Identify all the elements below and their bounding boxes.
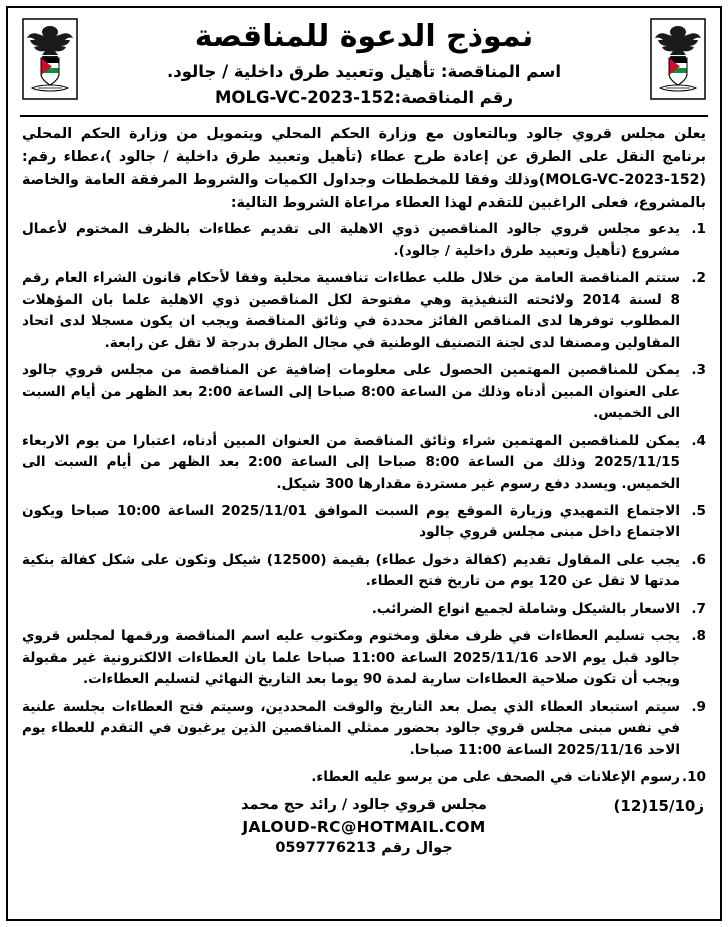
list-item: الاسعار بالشيكل وشاملة لجميع انواع الضرائب.: [371, 600, 680, 617]
list-item: الاجتماع التمهيدي وزيارة الموقع يوم السبت الموافق 2025/11/01 الساعة 10:00 صباحا ويكون الاجتماع داخل مبنى مجلس قروي جالود: [22, 503, 681, 541]
contact-email[interactable]: JALOUD-RC@HOTMAIL.COM: [242, 817, 486, 836]
tender-name: اسم المناقصة: تأهيل وتعبيد طرق داخلية / جالود.: [166, 61, 562, 81]
palestine-coat-of-arms-icon-left: [650, 18, 706, 100]
list-item: رسوم الإعلانات في الصحف على من يرسو عليه العطاء.: [311, 769, 680, 786]
document-footer: [18, 795, 710, 863]
contact-phone: جوال رقم 0597776213: [275, 840, 453, 857]
footer-authority: مجلس قروي جالود / رائد حج محمد: [241, 796, 487, 813]
page-content: [18, 16, 710, 911]
header-text-block: [78, 18, 650, 108]
palestine-coat-of-arms-icon-right: [22, 18, 78, 100]
tender-number: رقم المناقصة:MOLG-VC-2023-152: [215, 87, 513, 107]
page-border: [6, 6, 722, 921]
list-item: يمكن للمناقصين المهتمين شراء وثائق المناقصة من العنوان المبين أدناه، اعتبارا من يوم الاربعاء 2025/11/15 وذلك من الساعة 8:00 صباحا إلى الساعة 2:00 بعد الظهر من أيام السبت الى الخميس. ويسدد دفع رسوم غير مستردة مقدارها 300 شيكل.: [22, 432, 681, 492]
reference-code: ز15/10(12): [613, 796, 704, 815]
list-item: سيتم استبعاد العطاء الذي يصل بعد التاريخ والوقت المحددين، وسيتم فتح العطاءات بجلسة علنية في نفس مبنى مجلس قروي جالود بحضور ممثلي المناقصين الذين يرغبون في التقدم للعطاء يوم الاحد 2025/11/16 الساعة 11:00 صباحا.: [22, 698, 680, 758]
intro-paragraph: يعلن مجلس قروي جالود وبالتعاون مع وزارة الحكم المحلي ويتمويل من وزارة الحكم المحلي برنامج النقل على الطرق عن إعادة طرح عطاء (تأهيل وتعبيد طرق داخلية / جالود )،عطاء رقم:(MOLG-VC-2023-152)وذلك وفقا للمخططات وجداول الكميات والشروط المرفقة العامة والخاصة بالمشروع، فعلى الراغبين للتقدم لهذا العطاء مراعاة الشروط التالية:: [22, 126, 706, 212]
list-item: يجب تسليم العطاءات في ظرف مغلق ومختوم ومكتوب عليه اسم المناقصة ورقمها لمجلس قروي جالود قبل يوم الاحد 2025/11/16 الساعة 11:00 صباحا علما بان العطاءات الالكترونية غير مقبولة ويجب أن تكون صلاحية العطاءات سارية لمدة 90 يوما بعد التاريخ النهائي لتسليم العطاءات.: [22, 628, 680, 688]
list-item: يدعو مجلس قروي جالود المناقصين ذوي الاهلية الى تقديم عطاءات بالظرف المختوم لأعمال مشروع (تأهيل وتعبيد طرق داخلية / جالود).: [22, 221, 680, 259]
document-header: [18, 16, 710, 108]
terms-list: [18, 219, 710, 788]
list-item: يمكن للمناقصين المهتمين الحصول على معلومات إضافية عن المناقصة من مجلس قروي جالود على العنوان المبين أدناه وذلك من الساعة 8:00 صباحا إلى الساعة 2:00 بعد الظهر من أيام السبت الى الخميس.: [22, 362, 680, 422]
list-item: ستتم المناقصة العامة من خلال طلب عطاءات تنافسية محلية وفقا لأحكام قانون الشراء العام رقم 8 لسنة 2014 ولائحته التنفيذية وهي مفتوحة لكل المناقصين ذوي الاهلية علما بان المؤهلات المطلوب توفرها لدى المناقص الفائز محددة في وثائق المناقصة ويجب ان يكون مسجلا لدى اتحاد المقاولين ومصنفا لدى لجنة التصنيف الوطنية في مجال الطرق بدرجة لا تقل عن رابعة.: [22, 270, 680, 351]
page-title: نموذج الدعوة للمناقصة: [194, 19, 534, 54]
header-divider: [20, 115, 708, 117]
list-item: يجب على المقاول تقديم (كفالة دخول عطاء) بقيمة (12500) شيكل وتكون على شكل كفالة بنكية مدتها لا تقل عن 120 يوم من تاريخ فتح العطاء.: [22, 551, 680, 590]
